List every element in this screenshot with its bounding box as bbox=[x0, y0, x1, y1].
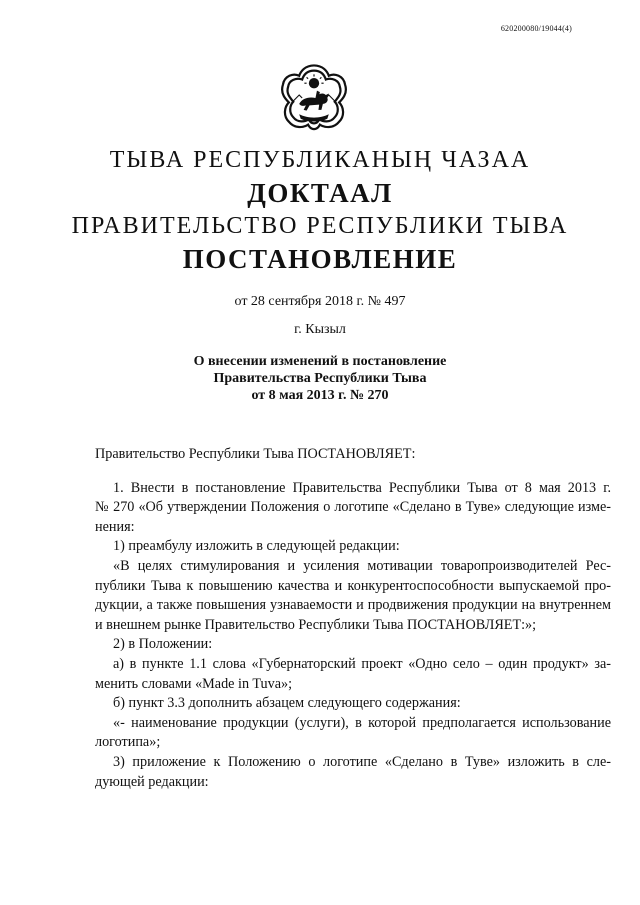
decree-body bbox=[95, 445, 611, 792]
text-line: публики Тыва к повышению качества и конкурентоспособности выпускаемой про- bbox=[95, 577, 611, 594]
text-line: дукции, а также повышения узнаваемости и продвижения продукции на внутреннем bbox=[95, 597, 611, 614]
preamble: Правительство Республики Тыва ПОСТАНОВЛЯЕТ: bbox=[95, 446, 416, 462]
header-government: ПРАВИТЕЛЬСТВО РЕСПУБЛИКИ ТЫВА bbox=[71, 213, 569, 239]
text-line: логотипа»; bbox=[95, 734, 161, 751]
decree-title-line: от 8 мая 2013 г. № 270 bbox=[251, 388, 389, 403]
document-reference-number: 620200080/19044(4) bbox=[500, 24, 572, 33]
paragraph-1 bbox=[95, 479, 611, 538]
preamble-quote bbox=[95, 557, 611, 635]
text-line: «- наименование продукции (услуги), в которой предполагается использование bbox=[113, 714, 611, 731]
header-decree: ПОСТАНОВЛЕНИЕ bbox=[182, 244, 458, 274]
header-tyva-government: ТЫВА РЕСПУБЛИКАНЫҢ ЧАЗАА bbox=[109, 147, 531, 173]
paragraph-1-item-3 bbox=[95, 753, 611, 792]
text-line: дующей редакции: bbox=[95, 773, 209, 790]
decree-title-line: Правительства Республики Тыва bbox=[213, 371, 427, 386]
text-line: нения: bbox=[95, 518, 135, 535]
text-line: 1. Внести в постановление Правительства Республики Тыва от 8 мая 2013 г. bbox=[113, 479, 611, 496]
decree-title-line: О внесении изменений в постановление bbox=[193, 354, 447, 369]
text-line: и внешнем рынке Правительство Республики Тыва ПОСТАНОВЛЯЕТ:»; bbox=[95, 616, 537, 633]
text-line: № 270 «Об утверждении Положения о логотипе «Сделано в Туве» следующие изме- bbox=[95, 499, 611, 516]
decree-city: г. Кызыл bbox=[294, 322, 346, 337]
coat-of-arms-emblem-icon bbox=[277, 61, 351, 135]
decree-title bbox=[0, 353, 640, 404]
header-doktaal: ДОКТААЛ bbox=[247, 178, 393, 208]
decree-date-number: от 28 сентября 2018 г. № 497 bbox=[234, 294, 406, 309]
paragraph-1-item-1: 1) преамбулу изложить в следующей редакции: bbox=[113, 538, 400, 555]
paragraph-1-item-2: 2) в Положении: bbox=[113, 636, 213, 653]
paragraph-1-item-2a bbox=[95, 655, 611, 694]
text-line: «В целях стимулирования и усиления мотивации товаропроизводителей Рес- bbox=[113, 557, 611, 574]
text-line: менить словами «Made in Tuva»; bbox=[95, 675, 293, 692]
paragraph-1-item-2b-quote bbox=[95, 714, 611, 753]
paragraph-1-item-2b: б) пункт 3.3 дополнить абзацем следующего содержания: bbox=[113, 695, 461, 712]
text-line: 3) приложение к Положению о логотипе «Сделано в Туве» изложить в сле- bbox=[113, 753, 611, 770]
text-line: а) в пункте 1.1 слова «Губернаторский проект «Одно село – один продукт» за- bbox=[113, 655, 611, 672]
